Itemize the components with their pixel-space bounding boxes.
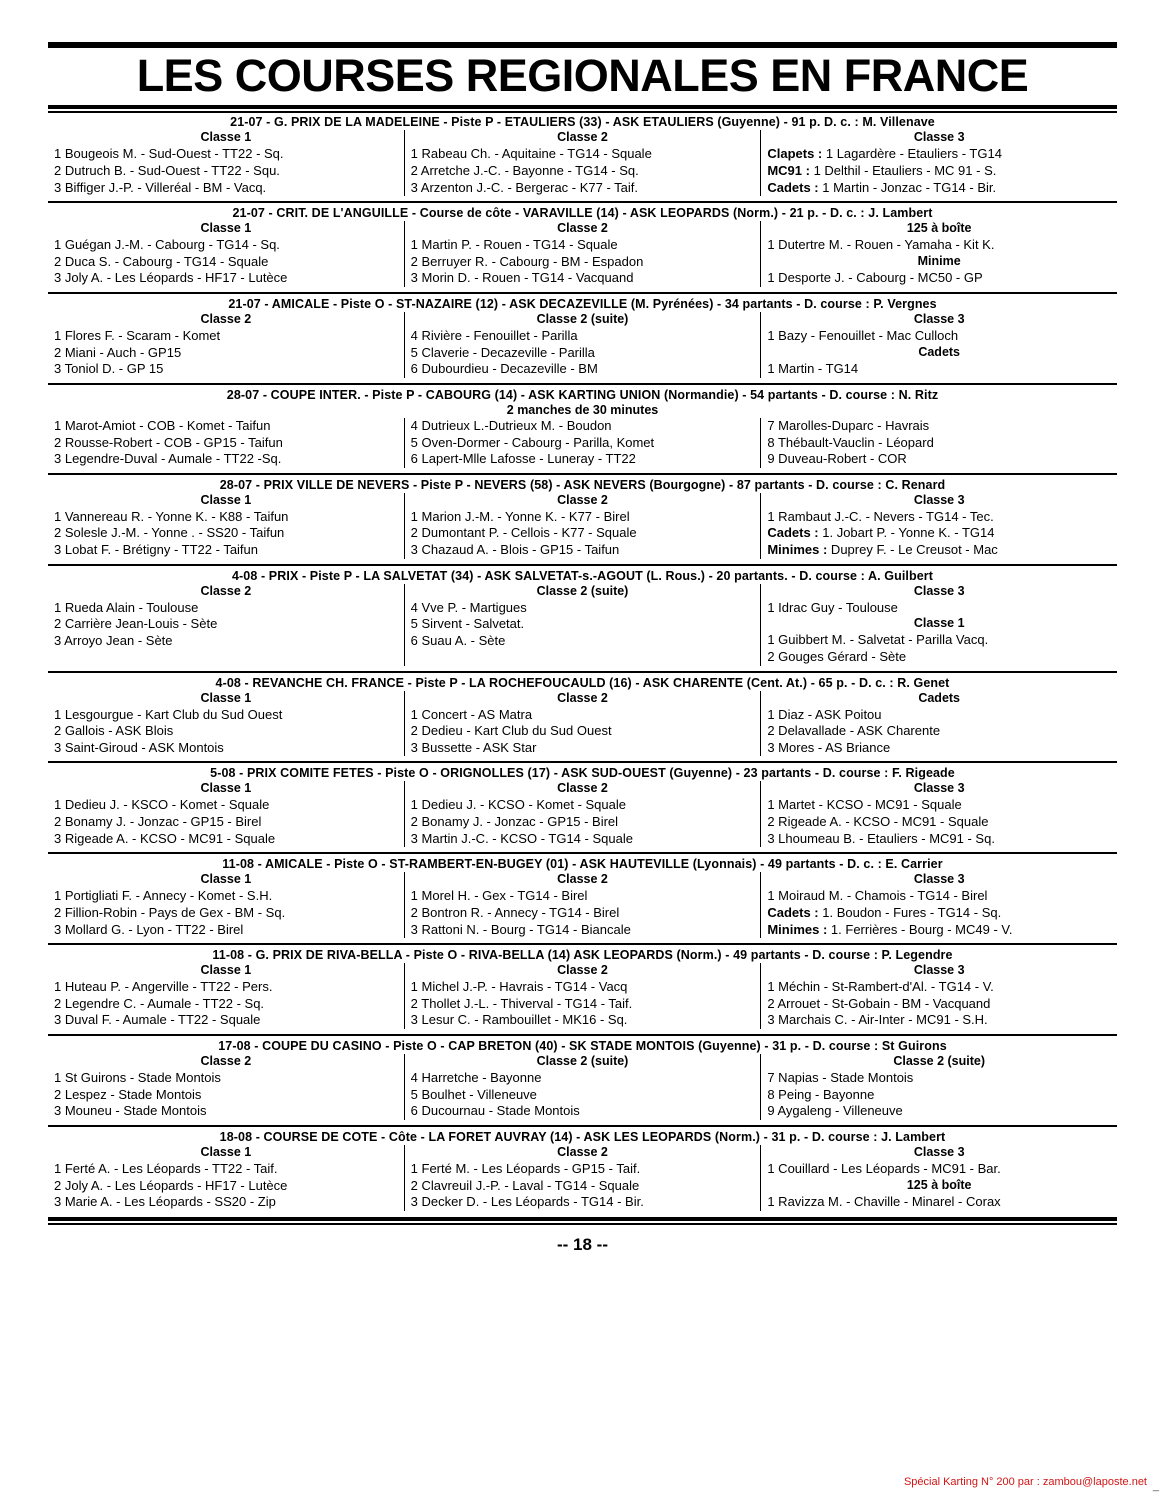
class-column [48,963,404,1029]
result-entry: 2 Duca S. - Cabourg - TG14 - Squale [54,253,269,269]
event-heading: 18-08 - COURSE DE COTE - Côte - LA FORET AUVRAY (14) - ASK LES LEOPARDS (Norm.) - 31 p. - D. course : J. Lambert [219,1129,946,1144]
class-column-title: Classe 1 [200,963,252,978]
class-column-title: Classe 2 (suite) [536,1054,629,1068]
class-column-title: Cadets [918,690,961,705]
class-column-title: Classe 1 [200,130,252,145]
class-column [48,221,404,287]
result-entry: 9 Aygaleng - Villeneuve [767,1103,903,1119]
event-block [48,1125,1117,1211]
class-subtitle: 125 à boîte [906,1177,972,1192]
result-entry: 3 Martin J.-C. - KCSO - TG14 - Squale [410,830,633,846]
event-heading: 21-07 - G. PRIX DE LA MADELEINE - Piste P - ETAULIERS (33) - ASK ETAULIERS (Guyenne) - 91 p. D. c. : M. Villenave [230,115,935,130]
result-entry: 4 Vve P. - Martigues [410,599,527,615]
result-entry: 3 Joly A. - Les Léopards - HF17 - Lutèce [54,270,288,286]
class-column [48,781,404,847]
result-entry: 1 Concert - AS Matra [410,706,533,722]
class-column-title: Classe 3 [913,492,965,507]
result-entry: 3 Biffiger J.-P. - Villeréal - BM - Vacq. [54,179,267,195]
event-columns [48,312,1117,378]
class-column [760,418,1117,468]
result-entry: 1 Desporte J. - Cabourg - MC50 - GP [767,269,983,285]
class-column [48,1145,404,1211]
class-column [48,691,404,757]
result-entry: 1 Dedieu J. - KSCO - Komet - Squale [54,797,270,813]
event-divider [48,943,1117,945]
result-entry: 2 Berruyer R. - Cabourg - BM - Espadon [410,253,644,269]
event-block [48,943,1117,1029]
class-column-title: Classe 3 [913,312,965,326]
event-block [48,564,1117,666]
result-entry: 2 Bontron R. - Annecy - TG14 - Birel [410,904,620,920]
result-entry: 6 Ducournau - Stade Montois [410,1103,580,1119]
class-column [404,691,761,757]
event-divider [48,761,1117,763]
class-column-title: Classe 1 [200,872,252,887]
result-entry: 3 Marchais C. - Air-Inter - MC91 - S.H. [767,1012,988,1028]
result-entry: 2 Joly A. - Les Léopards - HF17 - Lutèce [54,1177,288,1193]
result-entry: 2 Bonamy J. - Jonzac - GP15 - Birel [54,814,262,829]
class-column-title: Classe 2 [557,690,608,705]
result-entry: 5 Oven-Dormer - Cabourg - Parilla, Komet [410,434,655,450]
event-heading: 4-08 - PRIX - Piste P - LA SALVETAT (34) - ASK SALVETAT-s.-AGOUT (L. Rous.) - 20 partants. - D. course : A. Guilbert [231,568,934,583]
class-column [404,312,761,378]
class-column [48,130,404,196]
class-column-title: Classe 2 [200,1054,252,1068]
result-entry: 3 Saint-Giroud - ASK Montois [54,739,224,755]
result-entry: 1 Dutertre M. - Rouen - Yamaha - Kit K. [767,237,995,253]
class-column [48,872,404,938]
result-entry: 4 Harretche - Bayonne [410,1070,542,1085]
event-divider [48,564,1117,566]
event-columns [48,130,1117,196]
result-entry: 2 Gouges Gérard - Sète [767,648,907,664]
result-entry: 7 Marolles-Duparc - Havrais [767,417,930,433]
class-column [48,493,404,559]
class-column-title: Classe 3 [913,583,965,598]
result-entry: MC91 : 1 Delthil - Etauliers - MC 91 - S. [767,162,997,178]
result-entry: 3 Rattoni N. - Bourg - TG14 - Biancale [410,921,631,937]
event-columns [48,963,1117,1029]
result-entry: 2 Bonamy J. - Jonzac - GP15 - Birel [410,814,619,829]
result-entry: 3 Legendre-Duval - Aumale - TT22 -Sq. [54,451,282,467]
result-entry: 4 Rivière - Fenouillet - Parilla [410,328,578,343]
class-column [48,1054,404,1120]
result-entry: 1 Couillard - Les Léopards - MC91 - Bar. [767,1160,1001,1176]
result-entry: Cadets : 1. Jobart P. - Yonne K. - TG14 [767,525,995,541]
result-entry: 3 Rigeade A. - KCSO - MC91 - Squale [54,830,276,846]
result-entry: Cadets : 1. Boudon - Fures - TG14 - Sq. [767,904,1002,920]
class-column-title: Classe 1 [200,781,252,796]
event-block [48,761,1117,847]
event-columns [48,221,1117,287]
result-entry: 1 Marion J.-M. - Yonne K. - K77 - Birel [410,508,630,524]
top-rule [48,42,1117,48]
event-block [48,671,1117,757]
result-entry: 1 Dedieu J. - KCSO - Komet - Squale [410,797,626,813]
result-entry: 1 Vannereau R. - Yonne K. - K88 - Taifun [54,508,289,524]
event-heading: 28-07 - COUPE INTER. - Piste P - CABOURG (14) - ASK KARTING UNION (Normandie) - 54 partants - D. course : N. Ritz [226,387,939,402]
event-columns [48,418,1117,468]
class-column [404,493,761,559]
event-divider [48,292,1117,294]
class-column-title: Classe 1 [200,1144,252,1159]
result-entry: 5 Claverie - Decazeville - Parilla [410,344,595,360]
event-heading: 4-08 - REVANCHE CH. FRANCE - Piste P - LA ROCHEFOUCAULD (16) - ASK CHARENTE (Cent. At.) - 65 p. - D. c. : R. Genet [215,675,950,690]
result-entry: 6 Suau A. - Sète [410,632,506,648]
result-entry: 1 Guibbert M. - Salvetat - Parilla Vacq. [767,632,989,648]
event-block [48,852,1117,938]
result-entry: 1 Martin - TG14 [767,360,859,376]
class-column-title: Classe 2 [557,492,608,507]
class-column [404,1145,761,1211]
event-block [48,1034,1117,1120]
class-column-title: Classe 2 (suite) [893,1054,986,1068]
class-column-title: Classe 3 [913,130,965,145]
class-column-title: Classe 2 (suite) [536,583,629,598]
result-entry: 2 Dutruch B. - Sud-Ouest - TT22 - Squ. [54,162,280,178]
footer-tick: _ [1152,1480,1159,1492]
class-column-title: Classe 2 [557,872,608,887]
class-column-title: Classe 3 [913,1144,965,1159]
result-entry: Cadets : 1 Martin - Jonzac - TG14 - Bir. [767,179,997,195]
event-columns [48,1145,1117,1211]
result-entry: 1 Lesgourgue - Kart Club du Sud Ouest [54,706,283,722]
class-column [404,1054,761,1120]
result-entry: 1 Diaz - ASK Poitou [767,706,882,722]
result-entry: 3 Mouneu - Stade Montois [54,1103,207,1119]
event-block [48,115,1117,196]
class-column-title: Classe 3 [913,963,965,978]
result-entry: 2 Lespez - Stade Montois [54,1086,202,1102]
result-entry: 6 Lapert-Mlle Lafosse - Luneray - TT22 [410,451,636,467]
result-entry: 6 Dubourdieu - Decazeville - BM [410,361,598,377]
event-heading: 11-08 - AMICALE - Piste O - ST-RAMBERT-EN-BUGEY (01) - ASK HAUTEVILLE (Lyonnais) - 49 partants - D. c. : E. Carrier [222,857,943,872]
result-entry: 2 Dedieu - Kart Club du Sud Ouest [410,723,612,739]
result-entry: 1 Ravizza M. - Chaville - Minarel - Corax [767,1193,1001,1209]
class-column [404,221,761,287]
class-column [760,221,1117,287]
class-column-title: Classe 2 (suite) [536,312,629,326]
result-entry: 1 Michel J.-P. - Havrais - TG14 - Vacq [410,979,628,995]
result-entry: 1 Rabeau Ch. - Aquitaine - TG14 - Squale [410,146,652,162]
class-column-title: Classe 2 [557,781,608,796]
class-column [404,963,761,1029]
class-column-title: Classe 2 [557,1144,608,1159]
event-heading: 21-07 - CRIT. DE L'ANGUILLE - Course de côte - VARAVILLE (14) - ASK LEOPARDS (Norm.) - 21 p. - D. c. : J. Lambert [232,206,933,221]
event-columns [48,584,1117,666]
footer-credit: Spécial Karting N° 200 par : zambou@laposte.net [903,1476,1147,1488]
result-entry: 2 Miani - Auch - GP15 [54,344,182,360]
result-entry: 1 Idrac Guy - Toulouse [767,599,898,615]
result-entry: 3 Marie A. - Les Léopards - SS20 - Zip [54,1194,276,1210]
title-rule [48,105,1117,113]
result-entry: 1 Martet - KCSO - MC91 - Squale [767,797,962,813]
result-entry: 3 Toniol D. - GP 15 [54,361,164,377]
event-divider [48,671,1117,673]
class-column-title: Classe 3 [913,781,965,796]
result-entry: 2 Gallois - ASK Blois [54,723,174,739]
class-column [404,781,761,847]
page-number: -- 18 -- [557,1234,608,1254]
event-divider [48,201,1117,203]
event-divider [48,1034,1117,1036]
class-column-title: Classe 2 [557,221,608,236]
result-entry: 3 Arroyo Jean - Sète [54,632,173,648]
result-entry: Clapets : 1 Lagardère - Etauliers - TG14 [767,146,1002,162]
class-column [48,312,404,378]
result-entry: 2 Solesle J.-M. - Yonne . - SS20 - Taifun [54,525,285,541]
result-entry: 1 Morel H. - Gex - TG14 - Birel [410,888,588,904]
result-entry: 3 Duval F. - Aumale - TT22 - Squale [54,1012,261,1028]
result-entry: 1 Martin P. - Rouen - TG14 - Squale [410,237,618,253]
result-entry: 1 Rueda Alain - Toulouse [54,599,199,615]
class-column [48,418,404,468]
result-entry: 1 St Guirons - Stade Montois [54,1070,221,1085]
event-block [48,473,1117,559]
class-column [760,493,1117,559]
result-entry: 2 Arrouet - St-Gobain - BM - Vacquand [767,995,991,1011]
event-block [48,201,1117,287]
class-column [404,584,761,666]
result-entry: 1 Ferté M. - Les Léopards - GP15 - Taif. [410,1160,641,1176]
result-entry: 2 Rigeade A. - KCSO - MC91 - Squale [767,814,989,829]
result-entry: 1 Ferté A. - Les Léopards - TT22 - Taif. [54,1160,278,1176]
result-entry: 1 Huteau P. - Angerville - TT22 - Pers. [54,979,273,995]
result-entry: 3 Lobat F. - Brétigny - TT22 - Taifun [54,542,259,557]
event-columns [48,872,1117,938]
event-columns [48,781,1117,847]
class-column-title: Classe 1 [200,221,252,236]
class-column [404,872,761,938]
event-heading: 28-07 - PRIX VILLE DE NEVERS - Piste P - NEVERS (58) - ASK NEVERS (Bourgogne) - 87 partants - D. course : C. Renard [219,477,946,492]
event-divider [48,1125,1117,1127]
result-entry: 5 Boulhet - Villeneuve [410,1086,537,1102]
result-entry: 1 Flores F. - Scaram - Komet [54,328,221,343]
result-entry: 2 Delavallade - ASK Charente [767,723,941,739]
class-column [760,872,1117,938]
result-entry: 3 Lesur C. - Rambouillet - MK16 - Sq. [410,1012,628,1028]
event-columns [48,493,1117,559]
result-entry: Minimes : 1. Ferrières - Bourg - MC49 - V. [767,921,1013,937]
result-entry: 7 Napias - Stade Montois [767,1070,914,1085]
result-entry: 3 Chazaud A. - Blois - GP15 - Taifun [410,542,620,557]
class-column-title: Classe 2 [557,130,608,145]
result-entry: 1 Guégan J.-M. - Cabourg - TG14 - Sq. [54,237,280,253]
result-entry: 3 Lhoumeau B. - Etauliers - MC91 - Sq. [767,830,995,846]
result-entry: 5 Sirvent - Salvetat. [410,616,525,632]
event-subheading: 2 manches de 30 minutes [506,402,659,417]
event-divider [48,473,1117,475]
result-entry: 3 Mores - AS Briance [767,739,891,755]
class-column [760,584,1117,666]
result-entry: 3 Arzenton J.-C. - Bergerac - K77 - Taif. [410,179,639,195]
class-subtitle: Classe 1 [913,616,965,631]
class-column [760,312,1117,378]
class-column [760,130,1117,196]
result-entry: 1 Portigliati F. - Annecy - Komet - S.H. [54,888,273,904]
class-column [404,130,761,196]
class-column-title: Classe 3 [913,872,965,887]
result-entry: 3 Mollard G. - Lyon - TT22 - Birel [54,921,244,937]
result-entry: 1 Moiraud M. - Chamois - TG14 - Birel [767,888,988,904]
class-column [760,963,1117,1029]
class-subtitle: Minime [917,253,961,268]
result-entry: 8 Peing - Bayonne [767,1086,875,1102]
result-entry: 1 Bazy - Fenouillet - Mac Culloch [767,328,959,343]
result-entry: 2 Fillion-Robin - Pays de Gex - BM - Sq. [54,904,286,920]
result-entry: 9 Duveau-Robert - COR [767,451,907,467]
result-entry: 2 Dumontant P. - Cellois - K77 - Squale [410,525,637,541]
result-entry: 2 Carrière Jean-Louis - Sète [54,616,218,632]
event-heading: 5-08 - PRIX COMITE FETES - Piste O - ORIGNOLLES (17) - ASK SUD-OUEST (Guyenne) - 23 partants - D. course : F. Rigeade [210,766,955,781]
bottom-rule [48,1217,1117,1225]
class-column-title: 125 à boîte [906,221,972,236]
class-column-title: Classe 1 [200,690,252,705]
event-divider [48,852,1117,854]
event-heading: 11-08 - G. PRIX DE RIVA-BELLA - Piste O - RIVA-BELLA (14) ASK LEOPARDS (Norm.) - 49 partants - D. course : P. Legendre [212,948,953,963]
event-heading: 21-07 - AMICALE - Piste O - ST-NAZAIRE (12) - ASK DECAZEVILLE (M. Pyrénées) - 34 partants - D. course : P. Vergnes [228,297,937,311]
class-column-title: Classe 2 [557,963,608,978]
page-title: LES COURSES REGIONALES EN FRANCE [136,50,1029,101]
class-column [404,418,761,468]
result-entry: 1 Méchin - St-Rambert-d'Al. - TG14 - V. [767,979,994,995]
event-columns [48,1054,1117,1120]
class-column-title: Classe 2 [200,583,252,598]
event-block [48,292,1117,378]
result-entry: 2 Legendre C. - Aumale - TT22 - Sq. [54,995,265,1011]
class-column [760,1145,1117,1211]
class-subtitle: Cadets [918,344,961,359]
result-entry: 3 Decker D. - Les Léopards - TG14 - Bir. [410,1194,644,1210]
result-entry: 3 Morin D. - Rouen - TG14 - Vacquand [410,270,634,286]
event-block [48,383,1117,468]
result-entry: 3 Bussette - ASK Star [410,739,537,755]
event-heading: 17-08 - COUPE DU CASINO - Piste O - CAP BRETON (40) - SK STADE MONTOIS (Guyenne) - 31 p. - D. course : St Guirons [218,1039,947,1053]
class-column [760,781,1117,847]
result-entry: 2 Rousse-Robert - COB - GP15 - Taifun [54,434,283,450]
result-entry: 2 Arretche J.-C. - Bayonne - TG14 - Sq. [410,162,639,178]
class-column [760,1054,1117,1120]
events-list [48,115,1117,1211]
result-entry: 4 Dutrieux L.-Dutrieux M. - Boudon [410,417,612,433]
event-divider [48,383,1117,385]
class-column [760,691,1117,757]
event-columns [48,691,1117,757]
result-entry: Minimes : Duprey F. - Le Creusot - Mac [767,542,998,557]
result-entry: 1 Bougeois M. - Sud-Ouest - TT22 - Sq. [54,146,284,162]
result-entry: 2 Clavreuil J.-P. - Laval - TG14 - Squale [410,1177,640,1193]
result-entry: 1 Rambaut J.-C. - Nevers - TG14 - Tec. [767,508,994,524]
class-column-title: Classe 1 [200,492,252,507]
class-column-title: Classe 2 [200,312,252,326]
result-entry: 2 Thollet J.-L. - Thiverval - TG14 - Taif. [410,995,633,1011]
result-entry: 1 Marot-Amiot - COB - Komet - Taifun [54,417,271,433]
result-entry: 8 Thébault-Vauclin - Léopard [767,434,934,450]
class-column [48,584,404,666]
